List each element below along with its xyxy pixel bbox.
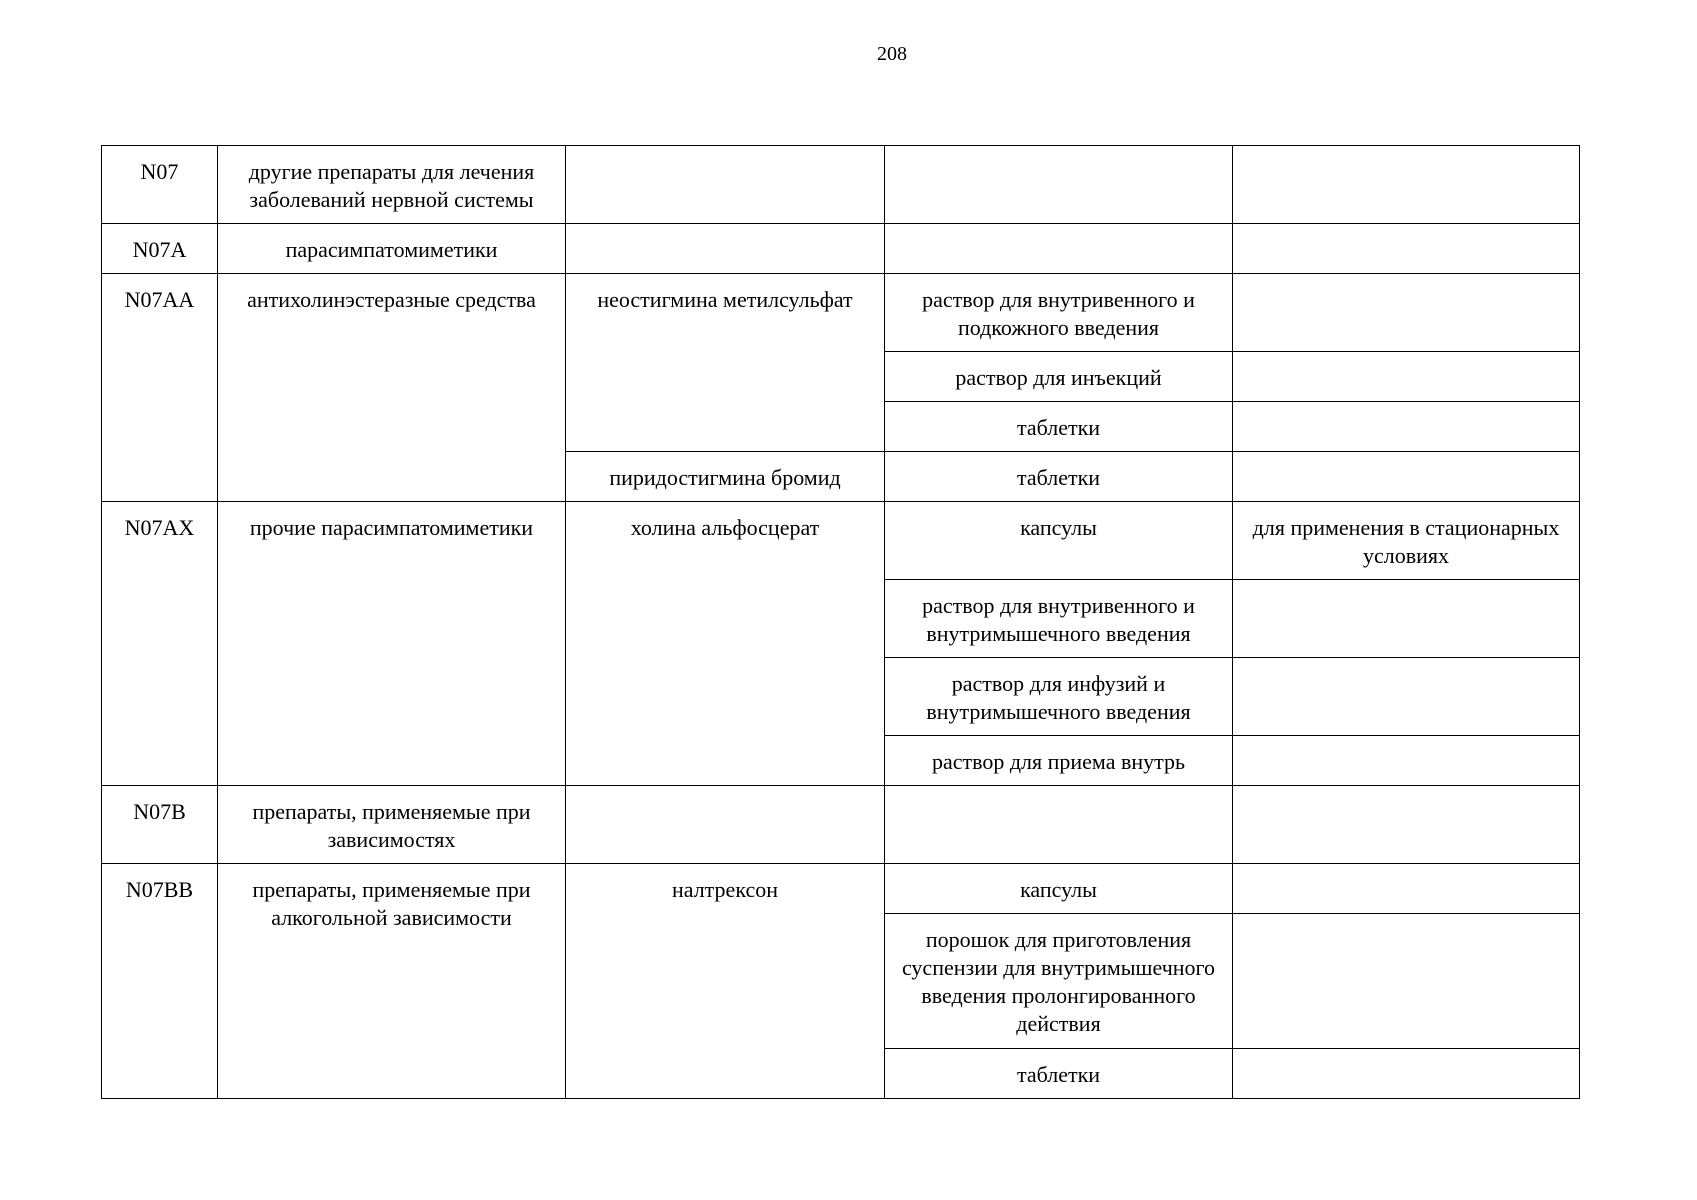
note-cell bbox=[1233, 786, 1580, 864]
page-number: 208 bbox=[877, 43, 907, 65]
group-cell: другие препараты для лечения заболеваний нервной системы bbox=[218, 146, 566, 224]
note-cell bbox=[1233, 736, 1580, 786]
atc-code-cell: N07B bbox=[102, 786, 218, 864]
form-cell: таблетки bbox=[885, 1049, 1233, 1099]
atc-code-cell: N07BB bbox=[102, 864, 218, 1099]
form-cell bbox=[885, 224, 1233, 274]
form-cell: раствор для приема внутрь bbox=[885, 736, 1233, 786]
form-cell: раствор для внутривенного и внутримышечного введения bbox=[885, 580, 1233, 658]
form-cell: раствор для инфузий и внутримышечного введения bbox=[885, 658, 1233, 736]
table-row bbox=[102, 146, 1580, 224]
form-cell: раствор для внутривенного и подкожного введения bbox=[885, 274, 1233, 352]
form-cell: капсулы bbox=[885, 502, 1233, 580]
drug-cell: холина альфосцерат bbox=[566, 502, 885, 786]
group-cell: препараты, применяемые при зависимостях bbox=[218, 786, 566, 864]
note-cell bbox=[1233, 914, 1580, 1049]
drug-cell: налтрексон bbox=[566, 864, 885, 1099]
drug-cell bbox=[566, 786, 885, 864]
note-cell bbox=[1233, 352, 1580, 402]
atc-code-cell: N07AA bbox=[102, 274, 218, 502]
note-cell bbox=[1233, 1049, 1580, 1099]
note-cell bbox=[1233, 452, 1580, 502]
note-cell bbox=[1233, 146, 1580, 224]
drug-table bbox=[101, 145, 1580, 1099]
table-row bbox=[102, 864, 1580, 914]
drug-cell: пиридостигмина бромид bbox=[566, 452, 885, 502]
form-cell: порошок для приготовления суспензии для внутримышечного введения пролонгированного действия bbox=[885, 914, 1233, 1049]
table-row bbox=[102, 274, 1580, 352]
form-cell bbox=[885, 786, 1233, 864]
form-cell: раствор для инъекций bbox=[885, 352, 1233, 402]
form-cell: капсулы bbox=[885, 864, 1233, 914]
note-cell bbox=[1233, 224, 1580, 274]
note-cell bbox=[1233, 864, 1580, 914]
drug-cell: неостигмина метилсульфат bbox=[566, 274, 885, 452]
group-cell: препараты, применяемые при алкогольной зависимости bbox=[218, 864, 566, 1099]
drug-cell bbox=[566, 224, 885, 274]
group-cell: антихолинэстеразные средства bbox=[218, 274, 566, 502]
group-cell: парасимпатомиметики bbox=[218, 224, 566, 274]
atc-code-cell: N07A bbox=[102, 224, 218, 274]
note-cell bbox=[1233, 580, 1580, 658]
form-cell: таблетки bbox=[885, 402, 1233, 452]
note-cell bbox=[1233, 274, 1580, 352]
form-cell bbox=[885, 146, 1233, 224]
note-cell bbox=[1233, 658, 1580, 736]
table-row bbox=[102, 502, 1580, 580]
atc-code-cell: N07AX bbox=[102, 502, 218, 786]
form-cell: таблетки bbox=[885, 452, 1233, 502]
atc-code-cell: N07 bbox=[102, 146, 218, 224]
note-cell bbox=[1233, 402, 1580, 452]
table-row bbox=[102, 224, 1580, 274]
drug-cell bbox=[566, 146, 885, 224]
group-cell: прочие парасимпатомиметики bbox=[218, 502, 566, 786]
note-cell: для применения в стационарных условиях bbox=[1233, 502, 1580, 580]
table-row bbox=[102, 786, 1580, 864]
